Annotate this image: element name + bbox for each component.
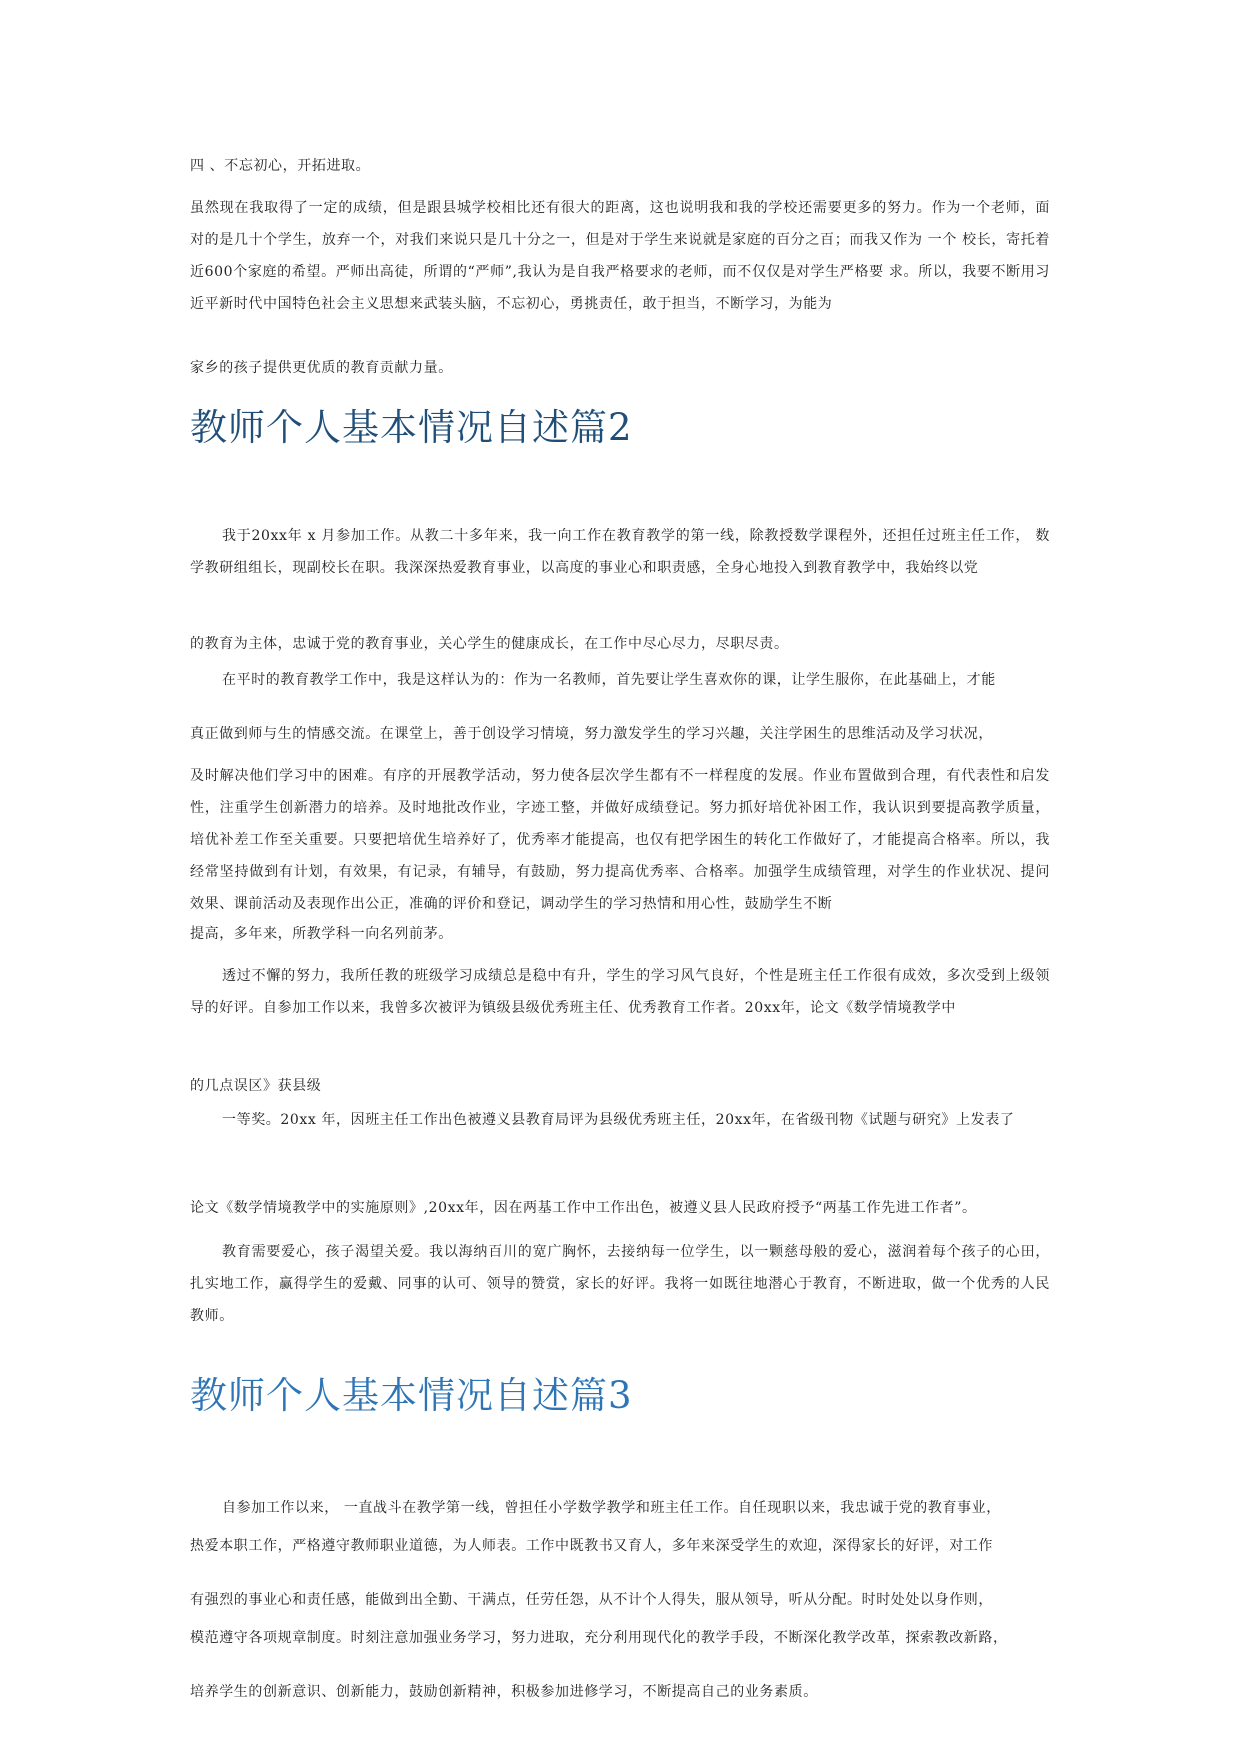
paragraph: 虽然现在我取得了一定的成绩，但是跟县城学校相比还有很大的距离，这也说明我和我的学校还需要更多的努力。作为一个老师，面对的是几十个学生，放弃一个，对我们来说只是几十分之一，但是对于学生来说就是家庭的百分之百；而我又作为 一个 校长，寄托着近600个家庭的希望。严师出高徒，所谓的“严师”,我认为是自我严格要求的老师，而不仅仅是对学生严格要 求。所以，我要不断用习近平新时代中国特色社会主义思想来武装头脑，不忘初心，勇挑责任，敢于担当，不断学习，为能为 [190,200,1050,312]
paragraph: 培养学生的创新意识、创新能力，鼓励创新精神，积极参加进修学习，不断提高自己的业务素质。 [190,1684,818,1700]
paragraph: 家乡的孩子提供更优质的教育贡献力量。 [190,360,453,376]
paragraph: 的教育为主体，忠诚于党的教育事业，关心学生的健康成长，在工作中尽心尽力，尽职尽责。 [190,636,789,652]
paragraph: 透过不懈的努力，我所任教的班级学习成绩总是稳中有升，学生的学习风气良好，个性是班主任工作很有成效，多次受到上级领导的好评。自参加工作以来，我曾多次被评为镇级县级优秀班主任、优秀教育工作者。20xx年，论文《数学情境教学中 [190,968,1050,1016]
paragraph: 模范遵守各项规章制度。时刻注意加强业务学习，努力进取，充分利用现代化的教学手段，不断深化教学改革，探索教改新路， [190,1630,1008,1646]
section-heading: 四 、不忘初心，开拓进取。 [190,158,371,174]
paragraph: 有强烈的事业心和责任感，能做到出全勤、干满点，任劳任怨，从不计个人得失，服从领导，听从分配。时时处处以身作则， [190,1592,993,1608]
paragraph: 教育需要爱心，孩子渴望关爱。我以海纳百川的宽广胸怀，去接纳每一位学生，以一颗慈母般的爱心，滋润着每个孩子的心田，扎实地工作，赢得学生的爱戴、同事的认可、领导的赞赏，家长的好评。我将一如既往地潜心于教育，不断进取，做一个优秀的人民教师。 [190,1244,1050,1324]
paragraph: 及时解决他们学习中的困难。有序的开展教学活动，努力使各层次学生都有不一样程度的发展。作业布置做到合理，有代表性和启发性，注重学生创新潜力的培养。及时地批改作业，字迹工整，并做好成绩登记。努力抓好培优补困工作，我认识到要提高教学质量，培优补差工作至关重要。只要把培优生培养好了，优秀率才能提高，也仅有把学困生的转化工作做好了，才能提高合格率。所以，我经常坚持做到有计划，有效果，有记录，有辅导，有鼓励，努力提高优秀率、合格率。加强学生成绩管理，对学生的作业状况、提问效果、课前活动及表现作出公正，准确的评价和登记，调动学生的学习热情和用心性，鼓励学生不断 [190,768,1050,912]
paragraph: 自参加工作以来， 一直战斗在教学第一线，曾担任小学数学教学和班主任工作。自任现职以来，我忠诚于党的教育事业， [222,1500,1001,1516]
section-title: 教师个人基本情况自述篇2 [190,406,633,449]
paragraph: 热爱本职工作，严格遵守教师职业道德，为人师表。工作中既教书又育人，多年来深受学生的欢迎，深得家长的好评，对工作 [190,1538,993,1554]
paragraph: 真正做到师与生的情感交流。在课堂上，善于创设学习情境，努力激发学生的学习兴趣，关注学困生的思维活动及学习状况， [190,726,993,742]
paragraph: 在平时的教育教学工作中，我是这样认为的：作为一名教师，首先要让学生喜欢你的课，让学生服你，在此基础上，才能 [222,672,996,688]
paragraph: 我于20xx年 x 月参加工作。从教二十多年来，我一向工作在教育教学的第一线，除教授数学课程外，还担任过班主任工作， 数学教研组组长，现副校长在职。我深深热爱教育事业，以高度的事业心和职责感，全身心地投入到教育教学中，我始终以党 [190,528,1050,576]
paragraph: 一等奖。20xx 年，因班主任工作出色被遵义县教育局评为县级优秀班主任，20xx年，在省级刊物《试题与研究》上发表了 [222,1112,1015,1128]
paragraph: 的几点误区》获县级 [190,1078,322,1094]
paragraph: 论文《数学情境教学中的实施原则》,20xx年，因在两基工作中工作出色，被遵义县人民政府授予“两基工作先进工作者”。 [190,1200,977,1216]
section-title: 教师个人基本情况自述篇3 [190,1374,633,1417]
paragraph: 提高，多年来，所教学科一向名列前茅。 [190,926,453,942]
